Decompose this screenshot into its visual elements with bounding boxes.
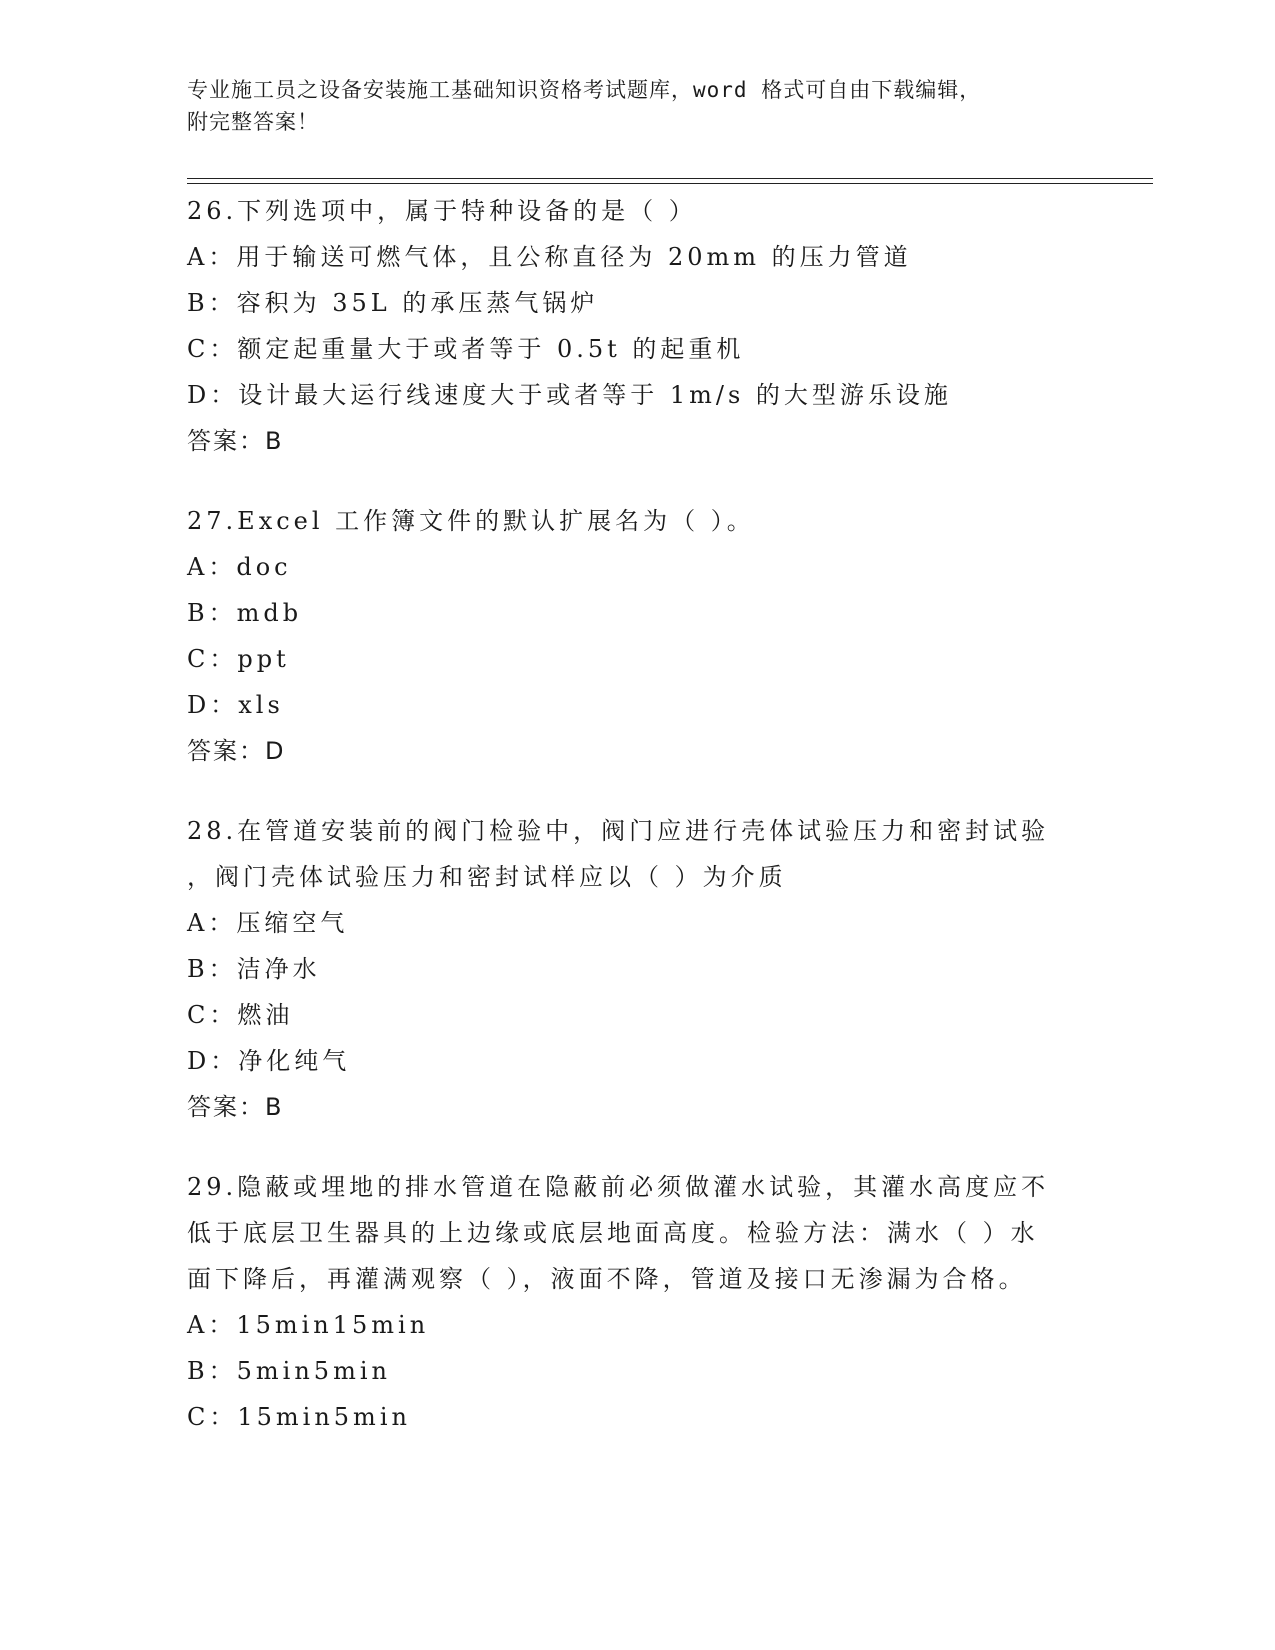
option-c: C：额定起重量大于或者等于 0.5t 的起重机 <box>187 335 745 363</box>
answer-line: 答案：D <box>187 737 286 765</box>
document-header <box>187 74 1087 138</box>
header-line-2: 附完整答案！ <box>187 110 319 134</box>
question-27 <box>187 498 1087 774</box>
option-d: D：设计最大运行线速度大于或者等于 1m/s 的大型游乐设施 <box>187 381 952 409</box>
option-c: C：15min5min <box>187 1403 411 1431</box>
option-b: B：容积为 35L 的承压蒸气锅炉 <box>187 289 599 317</box>
question-stem-line-1: 29.隐蔽或埋地的排水管道在隐蔽前必须做灌水试验，其灌水高度应不 <box>187 1173 1050 1201</box>
question-stem-line-1: 28.在管道安装前的阀门检验中，阀门应进行壳体试验压力和密封试验 <box>187 817 1050 845</box>
answer-line: 答案：B <box>187 1093 284 1121</box>
option-a: A：压缩空气 <box>187 909 349 937</box>
option-a: A：15min15min <box>187 1311 430 1339</box>
option-c: C：ppt <box>187 645 290 673</box>
question-stem: 27.Excel 工作簿文件的默认扩展名为（ ）。 <box>187 507 755 535</box>
question-28 <box>187 808 1087 1130</box>
question-stem-line-3: 面下降后，再灌满观察（ ），液面不降，管道及接口无渗漏为合格。 <box>187 1265 1027 1293</box>
option-d: D：净化纯气 <box>187 1047 351 1075</box>
option-c: C：燃油 <box>187 1001 294 1029</box>
option-b: B：mdb <box>187 599 303 627</box>
header-divider-bottom <box>187 183 1153 184</box>
option-b: B：5min5min <box>187 1357 391 1385</box>
question-29 <box>187 1164 1087 1440</box>
answer-line: 答案：B <box>187 427 284 455</box>
question-stem-line-2: 低于底层卫生器具的上边缘或底层地面高度。检验方法：满水（ ）水 <box>187 1219 1039 1247</box>
option-a: A：doc <box>187 553 292 581</box>
question-stem: 26.下列选项中，属于特种设备的是（ ） <box>187 197 697 225</box>
option-b: B：洁净水 <box>187 955 321 983</box>
question-stem-line-2: ，阀门壳体试验压力和密封试样应以（ ）为介质 <box>187 863 787 891</box>
question-26 <box>187 188 1087 464</box>
question-list <box>187 188 1087 1474</box>
option-d: D：xls <box>187 691 284 719</box>
header-divider-top <box>187 178 1153 179</box>
header-line-1: 专业施工员之设备安装施工基础知识资格考试题库，word 格式可自由下载编辑， <box>187 78 982 102</box>
option-a: A：用于输送可燃气体，且公称直径为 20mm 的压力管道 <box>187 243 912 271</box>
